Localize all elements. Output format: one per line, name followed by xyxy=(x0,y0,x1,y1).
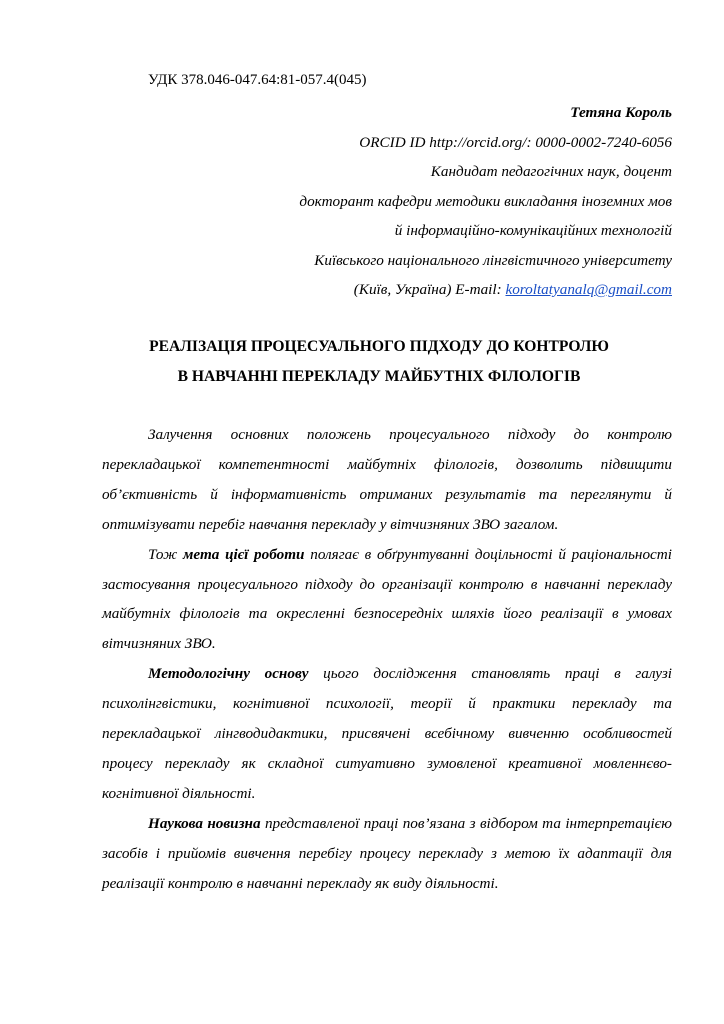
paragraph-intro: Залучення основних положень процесуального підходу до контролю перекладацької компетентності майбутніх філологів, дозволить підвищити об’єктивність й інформативність отриманих результатів та переглянути й оптимізувати перебіг навчання перекладу у вітчизняних ЗВО загалом. xyxy=(102,426,672,533)
paragraph-methodology-keyword: Методологічну основу xyxy=(148,665,309,683)
author-position-line2: й інформаційно-комунікаційних технологій xyxy=(394,222,672,239)
paragraph-novelty-text: представленої праці пов’язана з відбором та інтерпретацією засобів і прийомів вивчення перебігу процесу перекладу з метою їх адаптації для реалізації контролю в навчанні перекладу як виду діяльності. xyxy=(102,814,672,892)
paragraph-aim-keyword: мета цієї роботи xyxy=(183,545,305,563)
author-email-link[interactable]: koroltatyanalq@gmail.com xyxy=(505,281,672,298)
paragraph-aim-text: полягає в обґрунтуванні доцільності й раціональності застосування процесуального підходу до організації контролю в навчанні перекладу майбутніх філологів та окресленні безпосередніх шляхів його реалізації в умовах вітчизняних ЗВО. xyxy=(102,545,672,653)
author-location-email xyxy=(299,275,672,305)
author-university: Київського національного лінгвістичного університету xyxy=(314,251,672,269)
abstract-body xyxy=(102,420,672,899)
author-info xyxy=(299,98,672,305)
author-location: (Київ, Україна) E-mail: xyxy=(353,281,506,298)
author-name: Тетяна Король xyxy=(570,104,672,121)
title-line2: В НАВЧАННІ ПЕРЕКЛАДУ МАЙБУТНІХ ФІЛОЛОГІВ xyxy=(177,368,581,385)
paragraph-novelty xyxy=(102,809,672,899)
paragraph-aim xyxy=(102,540,672,660)
paragraph-methodology xyxy=(102,659,672,809)
paragraph-aim-lead: Тож xyxy=(148,545,183,563)
author-position-line1: докторант кафедри методики викладання іноземних мов xyxy=(299,192,672,210)
author-orcid: ORCID ID http://orcid.org/: 0000-0002-7240-6056 xyxy=(359,133,672,151)
paragraph-novelty-keyword: Наукова новизна xyxy=(148,814,261,832)
author-degree: Кандидат педагогічних наук, доцент xyxy=(430,163,672,180)
article-title xyxy=(0,332,724,392)
paragraph-methodology-text: цього дослідження становлять праці в галузі психолінгвістики, когнітивної психології, теорії й практики перекладу та перекладацької лінгводидактики, присвячені всебічному вивченню особливостей процесу перекладу як складної ситуативно зумовленої креативної мовленнєво-когнітивної діяльності. xyxy=(102,665,672,802)
title-line1: РЕАЛІЗАЦІЯ ПРОЦЕСУАЛЬНОГО ПІДХОДУ ДО КОНТРОЛЮ xyxy=(149,338,609,355)
udk-code: УДК 378.046-047.64:81-057.4(045) xyxy=(148,72,367,88)
